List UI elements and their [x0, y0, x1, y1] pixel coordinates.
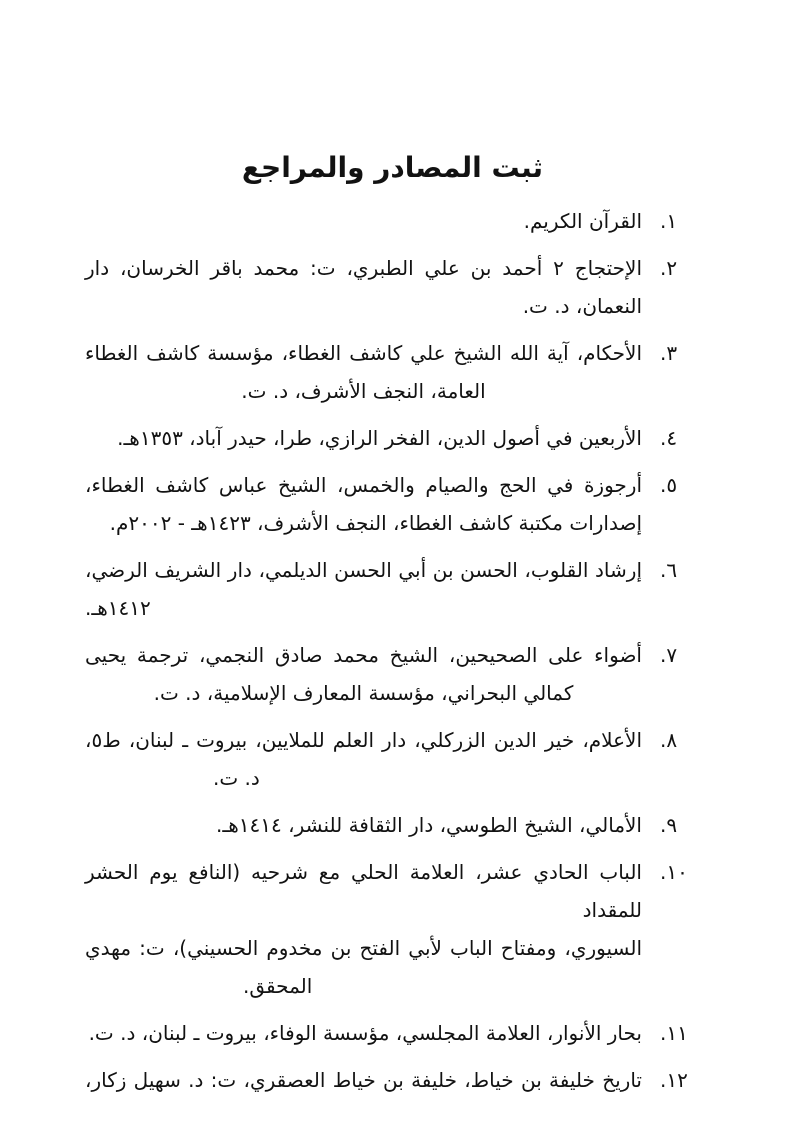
item-text-line: الإحتجاج ٢ أحمد بن علي الطبري، ت: محمد باقر الخرسان، دار	[85, 256, 643, 280]
item-text	[85, 853, 642, 1005]
item-text-line: أرجوزة في الحج والصيام والخمس، الشيخ عباس كاشف الغطاء،	[85, 473, 642, 497]
item-text	[85, 636, 642, 712]
item-number: ٧.	[660, 643, 678, 667]
references-list	[85, 202, 700, 1099]
item-text-line: كمالي البحراني، مؤسسة المعارف الإسلامية، د. ت.	[153, 681, 574, 705]
item-text-line: تاريخ خليفة بن خياط، خليفة بن خياط العصقري، ت: د. سهيل زكار،	[85, 1068, 642, 1092]
item-text-line: أضواء على الصحيحين، الشيخ محمد صادق النجمي، ترجمة يحيى	[85, 643, 642, 667]
item-number: ١٢.	[660, 1068, 688, 1092]
item-text-line: الأحكام، آية الله الشيخ علي كاشف الغطاء، مؤسسة كاشف الغطاء	[85, 341, 642, 365]
reference-item	[85, 419, 700, 457]
item-text-line: العامة، النجف الأشرف، د. ت.	[241, 379, 486, 403]
reference-item	[85, 466, 700, 542]
item-number: ٤.	[660, 426, 678, 450]
reference-item	[85, 202, 700, 240]
reference-item	[85, 551, 700, 627]
reference-item	[85, 853, 700, 1005]
reference-item	[85, 1061, 700, 1099]
item-text	[85, 419, 642, 457]
item-text-line: الأمالي، الشيخ الطوسي، دار الثقافة للنشر، ١٤١٤هـ.	[216, 813, 642, 837]
item-text	[85, 249, 642, 325]
item-text-line: د. ت.	[213, 766, 260, 790]
item-number: ٥.	[660, 473, 678, 497]
item-text-line: الأعلام، خير الدين الزركلي، دار العلم للملايين، بيروت ـ لبنان، ط٥،	[85, 728, 642, 752]
item-text-line: الباب الحادي عشر، العلامة الحلي مع شرحيه (النافع يوم الحشر للمقداد	[85, 860, 642, 922]
item-number: ١.	[660, 209, 678, 233]
item-text-line: بحار الأنوار، العلامة المجلسي، مؤسسة الوفاء، بيروت ـ لبنان، د. ت.	[88, 1021, 642, 1045]
item-text	[85, 334, 642, 410]
item-text-line: المحقق.	[243, 974, 313, 998]
item-text-line: ١٤١٢هـ.	[85, 596, 151, 620]
item-number: ١١.	[660, 1021, 688, 1045]
item-text-line: إرشاد القلوب، الحسن بن أبي الحسن الديلمي، دار الشريف الرضي،	[85, 558, 642, 582]
item-text	[85, 466, 642, 542]
item-text	[85, 721, 642, 797]
reference-item	[85, 334, 700, 410]
item-number: ١٠.	[660, 860, 688, 884]
item-text	[85, 202, 642, 240]
item-text	[85, 1014, 642, 1052]
item-number: ٩.	[660, 813, 678, 837]
item-number: ٨.	[660, 728, 678, 752]
reference-item	[85, 806, 700, 844]
item-text	[85, 806, 642, 844]
reference-item	[85, 249, 700, 325]
item-number: ٣.	[660, 341, 678, 365]
reference-item	[85, 1014, 700, 1052]
item-text-line: القرآن الكريم.	[523, 209, 642, 233]
item-text	[85, 551, 642, 627]
page-title: ثبت المصادر والمراجع	[241, 151, 544, 184]
reference-item	[85, 636, 700, 712]
item-text	[85, 1061, 642, 1099]
item-text-line: النعمان، د. ت.	[522, 294, 642, 318]
item-number: ٦.	[660, 558, 678, 582]
item-text-line: السيوري، ومفتاح الباب لأبي الفتح بن مخدوم الحسيني)، ت: مهدي	[85, 936, 642, 960]
item-text-line: الأربعين في أصول الدين، الفخر الرازي، طرا، حيدر آباد، ١٣٥٣هـ.	[117, 426, 642, 450]
reference-item	[85, 721, 700, 797]
item-number: ٢.	[660, 256, 678, 280]
item-text-line: إصدارات مكتبة كاشف الغطاء، النجف الأشرف، ١٤٢٣هـ - ٢٠٠٢م.	[109, 511, 642, 535]
